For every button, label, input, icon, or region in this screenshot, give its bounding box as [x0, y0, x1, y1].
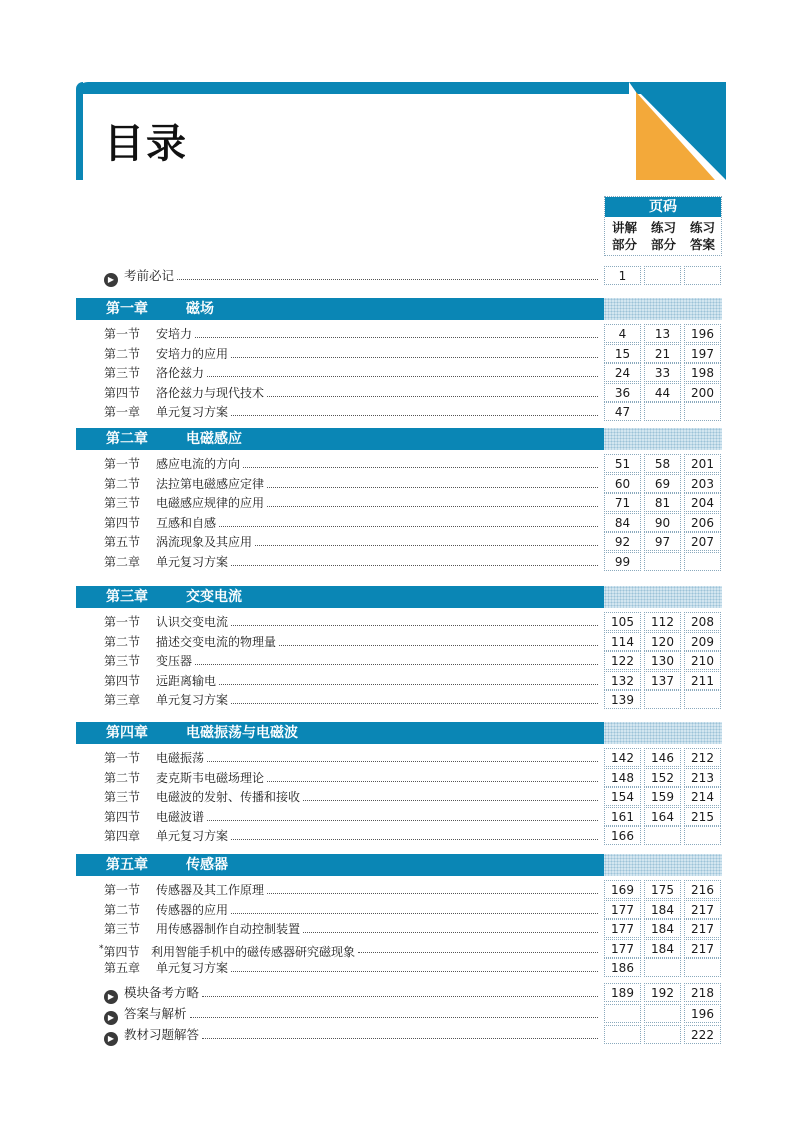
leader-dots: [207, 761, 598, 762]
section-number: [104, 383, 156, 403]
chapter-title: 磁场: [186, 301, 214, 317]
toc-section-row[interactable]: [104, 807, 722, 827]
entry-title: 考前必记: [124, 268, 175, 283]
page-number-cells: [604, 324, 722, 344]
section-number: [104, 532, 156, 552]
page-number-cells: [604, 807, 722, 827]
lecture-page: 36: [604, 383, 641, 402]
page-number-cells: [604, 552, 722, 572]
section-title: 单元复习方案: [156, 555, 229, 569]
chapter-pattern-block: [604, 854, 722, 876]
leader-dots: [303, 932, 598, 933]
section-number-text: 第二章: [104, 555, 141, 569]
page-number-cells: [604, 632, 722, 652]
leader-dots: [231, 565, 598, 566]
chapter-title: 电磁振荡与电磁波: [186, 725, 298, 741]
leader-dots: [190, 1017, 598, 1018]
play-circle-icon: ▶: [104, 1032, 118, 1046]
leader-dots: [267, 396, 598, 397]
section-title: 安培力的应用: [156, 346, 229, 361]
section-number: [104, 651, 156, 671]
toc-section-row[interactable]: [104, 513, 722, 533]
section-number-text: 第一节: [104, 883, 141, 897]
toc-section-row[interactable]: [104, 826, 722, 846]
practice-page: 21: [644, 344, 681, 363]
practice-page: 44: [644, 383, 681, 402]
answer-page: [684, 690, 721, 709]
page-number-cells: [604, 454, 722, 474]
play-circle-icon: ▶: [104, 1011, 118, 1025]
section-number: [104, 474, 156, 494]
section-number: [104, 632, 156, 652]
lecture-page: [604, 1004, 641, 1023]
lecture-page: 71: [604, 493, 641, 512]
page-number-cells: [604, 939, 722, 959]
practice-page: 97: [644, 532, 681, 551]
chapter-pattern-block: [604, 298, 722, 320]
toc-section-row[interactable]: [104, 919, 722, 939]
practice-page: 90: [644, 513, 681, 532]
answer-page: 208: [684, 612, 721, 631]
section-number: [104, 513, 156, 533]
section-number: [104, 612, 156, 632]
page-number-cells: [604, 383, 722, 403]
page-number-cells: [604, 880, 722, 900]
lecture-page: 177: [604, 939, 641, 958]
page-number-cells: [604, 1004, 722, 1024]
section-title: 描述交变电流的物理量: [156, 634, 277, 649]
section-title: 电磁波的发射、传播和接收: [156, 790, 301, 805]
section-title: 洛伦兹力与现代技术: [156, 385, 265, 400]
leader-dots: [255, 545, 598, 546]
section-title: 法拉第电磁感应定律: [156, 476, 265, 491]
answer-page: [684, 826, 721, 845]
practice-page: [644, 266, 681, 285]
section-title: 传感器的应用: [156, 902, 229, 917]
chapter-header[interactable]: [76, 298, 722, 320]
page-title: 目录: [104, 121, 188, 167]
lecture-page: [604, 1025, 641, 1044]
lecture-page: 105: [604, 612, 641, 631]
practice-page: 33: [644, 363, 681, 382]
page-number-cells: [604, 768, 722, 788]
practice-page: 184: [644, 939, 681, 958]
section-number-text: 第四节: [104, 385, 141, 400]
answer-page: [684, 402, 721, 421]
chapter-header[interactable]: [76, 586, 722, 608]
section-number: [104, 690, 156, 710]
answer-page: 222: [684, 1025, 721, 1044]
toc-section-row[interactable]: [104, 958, 722, 978]
answer-page: [684, 266, 721, 285]
play-circle-icon: ▶: [104, 273, 118, 287]
answer-page: 214: [684, 787, 721, 806]
answer-page: 217: [684, 919, 721, 938]
chapter-header[interactable]: [76, 428, 722, 450]
section-number-text: 第二节: [104, 770, 141, 785]
page-number-cells: [604, 402, 722, 422]
section-number: [104, 919, 156, 939]
section-number-text: 第二节: [104, 902, 141, 917]
answer-page: 197: [684, 344, 721, 363]
lecture-page: 24: [604, 363, 641, 382]
page-number-cells: [604, 363, 722, 383]
section-title: 涡流现象及其应用: [156, 535, 253, 550]
leader-dots: [267, 487, 598, 488]
toc-section-row[interactable]: [104, 363, 722, 383]
section-number-text: 第二节: [104, 346, 141, 361]
leader-dots: [267, 781, 598, 782]
practice-page: 175: [644, 880, 681, 899]
leader-dots: [202, 1038, 598, 1039]
section-number-text: 第一节: [104, 751, 141, 765]
toc-section-row[interactable]: [104, 690, 722, 710]
answers-analysis-row[interactable]: [104, 1004, 722, 1024]
practice-page: [644, 402, 681, 421]
page-number-header: [604, 196, 722, 256]
leader-dots: [243, 467, 598, 468]
practice-page: [644, 958, 681, 977]
leader-dots: [279, 645, 598, 646]
play-circle-icon: ▶: [104, 990, 118, 1004]
lecture-page: 114: [604, 632, 641, 651]
leader-dots: [231, 703, 598, 704]
section-number: [104, 958, 156, 978]
chapter-number: 第一章: [106, 301, 148, 317]
leader-dots: [177, 279, 598, 280]
section-number-text: 第四章: [104, 829, 141, 844]
answer-page: [684, 552, 721, 571]
leader-dots: [207, 820, 598, 821]
practice-page: 130: [644, 651, 681, 670]
answer-page: 218: [684, 983, 721, 1002]
toc-section-row[interactable]: [104, 900, 722, 920]
entry-title: 模块备考方略: [124, 985, 200, 1000]
chapter-title: 传感器: [186, 857, 228, 873]
practice-page: 112: [644, 612, 681, 631]
toc-section-row[interactable]: [104, 402, 722, 422]
section-number-text: 第一节: [104, 457, 141, 471]
page-number-cells: [604, 690, 722, 710]
section-number-text: 第四节: [104, 673, 141, 688]
section-number: [104, 493, 156, 513]
module-strategy-row[interactable]: [104, 983, 722, 1003]
toc-section-row[interactable]: [104, 748, 722, 768]
section-number: [104, 787, 156, 807]
practice-page: 146: [644, 748, 681, 767]
leader-dots: [231, 357, 598, 358]
practice-page: 81: [644, 493, 681, 512]
section-number-text: 第二节: [104, 634, 141, 649]
section-title: 远距离输电: [156, 673, 217, 688]
section-title: 电磁波谱: [156, 809, 205, 824]
leader-dots: [231, 913, 598, 914]
page-number-cells: [604, 1025, 722, 1045]
toc-section-row[interactable]: [104, 493, 722, 513]
section-number-text: 第三章: [104, 693, 141, 708]
answer-page: 206: [684, 513, 721, 532]
practice-page: 159: [644, 787, 681, 806]
chapter-title: 交变电流: [186, 589, 242, 605]
toc-section-row[interactable]: [104, 532, 722, 552]
section-number: [104, 454, 156, 474]
answer-page: 204: [684, 493, 721, 512]
chapter-title: 电磁感应: [186, 431, 242, 447]
section-title: 单元复习方案: [156, 961, 229, 976]
leader-dots: [195, 664, 598, 665]
answer-page: 203: [684, 474, 721, 493]
chapter-pattern-block: [604, 428, 722, 450]
section-number-text: 第四节: [104, 515, 141, 530]
practice-page: [644, 1004, 681, 1023]
practice-page: 164: [644, 807, 681, 826]
section-title: 麦克斯韦电磁场理论: [156, 770, 265, 785]
section-number: [104, 402, 156, 422]
answer-page: 212: [684, 748, 721, 767]
practice-page: [644, 552, 681, 571]
page-number-cells: [604, 671, 722, 691]
lecture-page: 177: [604, 919, 641, 938]
practice-page: 184: [644, 900, 681, 919]
page-number-cells: [604, 474, 722, 494]
page-number-cells: [604, 266, 722, 286]
chapter-title-bar: [76, 586, 604, 608]
practice-page: 192: [644, 983, 681, 1002]
section-title: 认识交变电流: [156, 615, 229, 629]
page-number-title: 页码: [605, 197, 721, 217]
section-number: [104, 880, 156, 900]
practice-page: [644, 1025, 681, 1044]
section-number: [104, 344, 156, 364]
section-title: 单元复习方案: [156, 693, 229, 708]
section-number-text: 第一节: [104, 327, 141, 341]
leader-dots: [303, 800, 598, 801]
section-number-text: 第三节: [104, 654, 141, 669]
section-number-text: 第一章: [104, 405, 141, 420]
section-number-text: 第四节: [103, 944, 140, 959]
page-number-cells: [604, 651, 722, 671]
practice-page: 58: [644, 454, 681, 473]
page-number-cells: [604, 826, 722, 846]
section-number-text: 第四节: [104, 809, 141, 824]
leader-dots: [231, 415, 598, 416]
chapter-title-bar: [76, 428, 604, 450]
column-header-answers: 练习 答案: [689, 220, 715, 252]
section-title: 电磁振荡: [156, 751, 205, 765]
optional-marker: *: [99, 943, 104, 954]
entry-title: 教材习题解答: [124, 1027, 200, 1042]
section-title: 电磁感应规律的应用: [156, 496, 265, 511]
leader-dots: [195, 337, 598, 338]
section-number: [104, 900, 156, 920]
lecture-page: 132: [604, 671, 641, 690]
section-title: 单元复习方案: [156, 829, 229, 844]
lecture-page: 189: [604, 983, 641, 1002]
practice-page: 13: [644, 324, 681, 343]
section-title: 安培力: [156, 327, 193, 341]
lecture-page: 148: [604, 768, 641, 787]
page-number-cells: [604, 787, 722, 807]
lecture-page: 1: [604, 266, 641, 285]
page-number-cells: [604, 748, 722, 768]
header-frame-left: [76, 82, 83, 180]
section-number: [104, 768, 156, 788]
lecture-page: 169: [604, 880, 641, 899]
chapter-number: 第四章: [106, 725, 148, 741]
toc-section-row[interactable]: [104, 787, 722, 807]
section-number: [104, 671, 156, 691]
practice-page: [644, 690, 681, 709]
lecture-page: 166: [604, 826, 641, 845]
section-number-text: 第五章: [104, 961, 141, 976]
section-number-text: 第一节: [104, 615, 141, 629]
section-number-text: 第三节: [104, 790, 141, 805]
entry-title: 答案与解析: [124, 1006, 187, 1021]
answer-page: 210: [684, 651, 721, 670]
section-number-text: 第三节: [104, 496, 141, 511]
section-number-text: 第二节: [104, 476, 141, 491]
answer-page: 196: [684, 324, 721, 343]
section-number: [104, 826, 156, 846]
page-number-cells: [604, 900, 722, 920]
lecture-page: 139: [604, 690, 641, 709]
chapter-number: 第三章: [106, 589, 148, 605]
section-number: [104, 552, 156, 572]
page-number-cells: [604, 958, 722, 978]
section-number: [104, 324, 156, 344]
section-title: 利用智能手机中的磁传感器研究磁现象: [151, 944, 356, 959]
section-title: 单元复习方案: [156, 405, 229, 420]
lecture-page: 142: [604, 748, 641, 767]
lecture-page: 84: [604, 513, 641, 532]
toc-section-row[interactable]: [104, 552, 722, 572]
textbook-exercise-answers-row[interactable]: [104, 1025, 722, 1045]
column-header-lecture: 讲解 部分: [611, 220, 637, 252]
lecture-page: 99: [604, 552, 641, 571]
section-title: 感应电流的方向: [156, 457, 241, 471]
leader-dots: [231, 839, 598, 840]
chapter-title-bar: [76, 298, 604, 320]
toc-section-row[interactable]: [104, 344, 722, 364]
leader-dots: [207, 376, 598, 377]
section-title: 洛伦兹力: [156, 366, 205, 381]
section-title: 用传感器制作自动控制装置: [156, 922, 301, 937]
lecture-page: 47: [604, 402, 641, 421]
leader-dots: [219, 684, 598, 685]
leader-dots: [231, 971, 598, 972]
leader-dots: [202, 996, 598, 997]
answer-page: 217: [684, 900, 721, 919]
lecture-page: 4: [604, 324, 641, 343]
practice-page: 69: [644, 474, 681, 493]
answer-page: 216: [684, 880, 721, 899]
toc-section-row[interactable]: [104, 768, 722, 788]
answer-page: 213: [684, 768, 721, 787]
answer-page: 209: [684, 632, 721, 651]
page-number-cells: [604, 344, 722, 364]
lecture-page: 92: [604, 532, 641, 551]
toc-section-row[interactable]: [104, 651, 722, 671]
lecture-page: 60: [604, 474, 641, 493]
chapter-pattern-block: [604, 586, 722, 608]
toc-section-row[interactable]: [99, 939, 722, 959]
answer-page: 211: [684, 671, 721, 690]
section-number-text: 第三节: [104, 366, 141, 381]
page-number-cells: [604, 612, 722, 632]
page-number-cells: [604, 532, 722, 552]
section-title: 互感和自感: [156, 515, 217, 530]
lecture-page: 122: [604, 651, 641, 670]
section-title: 变压器: [156, 654, 193, 669]
chapter-title-bar: [76, 854, 604, 876]
answer-page: 198: [684, 363, 721, 382]
chapter-number: 第五章: [106, 857, 148, 873]
toc-section-row[interactable]: [104, 632, 722, 652]
leader-dots: [231, 625, 598, 626]
practice-page: 152: [644, 768, 681, 787]
lecture-page: 15: [604, 344, 641, 363]
toc-section-row[interactable]: [104, 880, 722, 900]
page-number-cells: [604, 513, 722, 533]
section-number-text: 第三节: [104, 922, 141, 937]
toc-section-row[interactable]: [104, 383, 722, 403]
toc-section-row[interactable]: [104, 324, 722, 344]
practice-page: 184: [644, 919, 681, 938]
page-number-cells: [604, 919, 722, 939]
chapter-number: 第二章: [106, 431, 148, 447]
practice-page: [644, 826, 681, 845]
answer-page: 217: [684, 939, 721, 958]
section-number-text: 第五节: [104, 535, 141, 550]
page-number-cells: [604, 493, 722, 513]
answer-page: 201: [684, 454, 721, 473]
chapter-header[interactable]: [76, 854, 722, 876]
column-header-practice: 练习 部分: [650, 220, 676, 252]
practice-page: 120: [644, 632, 681, 651]
answer-page: 207: [684, 532, 721, 551]
toc-section-row[interactable]: [104, 612, 722, 632]
chapter-pattern-block: [604, 722, 722, 744]
practice-page: 137: [644, 671, 681, 690]
lecture-page: 177: [604, 900, 641, 919]
section-number: [104, 807, 156, 827]
toc-section-row[interactable]: [104, 671, 722, 691]
leader-dots: [219, 526, 598, 527]
chapter-title-bar: [76, 722, 604, 744]
lecture-page: 161: [604, 807, 641, 826]
lecture-page: 154: [604, 787, 641, 806]
header-corner-decoration: [629, 82, 726, 180]
leader-dots: [267, 506, 598, 507]
section-number: [104, 363, 156, 383]
lecture-page: 186: [604, 958, 641, 977]
answer-page: 196: [684, 1004, 721, 1023]
section-number: [104, 748, 156, 768]
lecture-page: 51: [604, 454, 641, 473]
answer-page: 215: [684, 807, 721, 826]
toc-section-row[interactable]: [104, 454, 722, 474]
pre-exam-notes-row[interactable]: [104, 266, 722, 286]
leader-dots: [358, 952, 598, 953]
toc-section-row[interactable]: [104, 474, 722, 494]
chapter-header[interactable]: [76, 722, 722, 744]
section-title: 传感器及其工作原理: [156, 883, 265, 897]
leader-dots: [267, 893, 598, 894]
answer-page: [684, 958, 721, 977]
answer-page: 200: [684, 383, 721, 402]
page-number-cells: [604, 983, 722, 1003]
